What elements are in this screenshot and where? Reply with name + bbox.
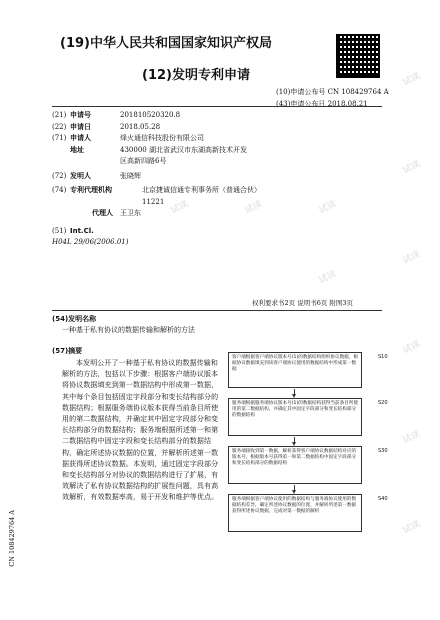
biblio-row: (72) 发明人 张晓辉 — [52, 171, 141, 180]
title-label: (54)发明名称 — [52, 315, 97, 323]
pages-divider — [52, 310, 382, 311]
flow-step-number: S40 — [378, 496, 388, 502]
watermark: 试读 — [401, 159, 422, 177]
flow-step: 服务端根据客户端协议使用的数据结构与服务端协议使用的数据结构差异，确定所述协议数据的位置，并解析所述第一数据获得所述协议数据，完成对第一数据的解析 — [228, 494, 362, 532]
side-publication-number: CN 108429764 A — [8, 510, 16, 567]
biblio-row: (51) Int.Cl. — [52, 226, 94, 235]
watermark: 试读 — [317, 269, 338, 287]
watermark: 试读 — [401, 339, 422, 357]
flow-step-number: S10 — [378, 354, 388, 360]
pub-no-label: (10)申请公布号 — [276, 88, 326, 96]
watermark: 试读 — [401, 519, 422, 537]
flow-arrow — [294, 437, 295, 444]
biblio-row: (21) 申请号 201810520320.8 — [52, 111, 181, 119]
qr-code-icon — [336, 34, 380, 78]
pub-no: CN 108429764 A — [327, 88, 389, 96]
bibliographic-data — [52, 110, 382, 249]
flow-step: 服务端根据服务端协议版本号(1)的数据结构获得当前条目所使用的第二数据结构，并确定其中固定字段部分和变长结构部分的数据结构 — [228, 398, 362, 436]
abstract-text: 本发明公开了一种基于私有协议的数据传输和解析的方法，包括以下步骤：根据客户端协议版本将协议数据填充到第一数据结构中形成第一数据，其中每个条目包括固定字段部分和变长结构部分的数据结构；根据服务端协议版本获得当前条目所使用的第二数据结构，并确定其中固定字段部分和变长结构部分的数据结构；服务端根据所述第一和第二数据结构中固定字段和变长结构部分的数据结构，确定所述协议数据的位置，并解析所述第一数据获得所述协议数据。本发明，通过固定字段部分和变长结构部分对协议的数据结构进行了扩展，有效解决了私有协议数据结构的扩展性问题，具有高效解析，有效数据率高，易于开发和维护等优点。 — [62, 359, 219, 502]
flowchart — [228, 352, 388, 550]
watermark: 试读 — [317, 199, 338, 217]
flow-arrow — [294, 485, 295, 492]
watermark: 试读 — [401, 71, 422, 89]
invention-title: 一种基于私有协议的数据传输和解析的方法 — [62, 326, 195, 334]
header-divider — [52, 106, 382, 107]
flow-arrow — [294, 389, 295, 396]
watermark: 试读 — [401, 429, 422, 447]
issuing-office: (19)中华人民共和国国家知识产权局 — [60, 36, 272, 51]
watermark: 试读 — [169, 199, 190, 217]
watermark: 试读 — [243, 199, 264, 217]
ipc-class: H04L 29/06(2006.01) — [52, 238, 129, 246]
pub-date-label: (43)申请公布日 — [276, 100, 326, 108]
document-type: (12)发明专利申请 — [142, 68, 250, 83]
pub-date: 2018.08.21 — [327, 100, 368, 108]
biblio-row: 代理人 王卫东 — [92, 209, 141, 217]
biblio-row: 地址 430000 湖北省武汉市东湖高新技术开发区高新四路6号 — [70, 145, 247, 165]
page-counts: 权利要求书2页 说明书6页 附图3页 — [252, 299, 354, 307]
biblio-row: (22) 申请日 2018.05.28 — [52, 122, 161, 131]
biblio-row: (74) 专利代理机构 北京捷诚信通专利事务所（普通合伙）11221 — [52, 186, 261, 206]
flow-step: 服务端接收到第一数据，解析获得客户端协议数据结构对应的版本号，根据版本号获得第一和第二数据结构中固定字段部分和变长结构部分的数据结构 — [228, 446, 362, 484]
flow-step-number: S20 — [378, 400, 388, 406]
watermark: 试读 — [401, 249, 422, 267]
flow-step: 客户端根据客户端协议版本号(1)的数据结构组织协议数据，根据协议数据填充到该客户端协议使用的数据结构中形成第一数据 — [228, 352, 362, 388]
flow-step-number: S30 — [378, 448, 388, 454]
biblio-row: (71) 申请人 烽火通信科技股份有限公司 — [52, 134, 204, 142]
abstract-label: (57)摘要 — [52, 347, 83, 355]
